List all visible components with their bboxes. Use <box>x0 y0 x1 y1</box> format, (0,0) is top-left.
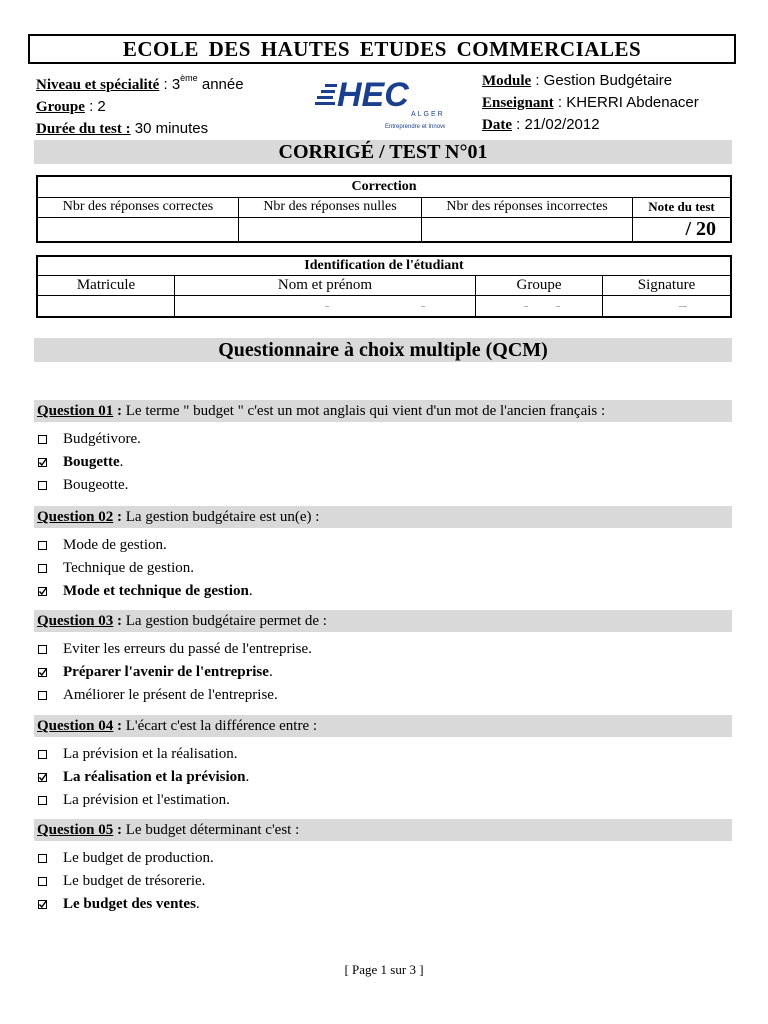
date-value: : 21/02/2012 <box>512 116 600 133</box>
question-colon: : <box>113 509 123 525</box>
niveau-sep: : 3 <box>159 76 181 93</box>
groupe-value: : 2 <box>84 98 106 115</box>
signature-cell[interactable] <box>603 295 732 317</box>
module-value: : Gestion Budgétaire <box>531 72 673 89</box>
enseignant-value: : KHERRI Abdenacer <box>553 94 699 111</box>
module-label: Module <box>482 73 532 89</box>
groupe-dots-2: .. <box>556 299 560 309</box>
option-text: Mode de gestion. <box>63 537 167 553</box>
question-label: Question 05 <box>37 822 114 838</box>
question-label: Question 03 <box>37 613 114 629</box>
question-text: Le budget déterminant c'est : <box>122 822 300 838</box>
unchecked-box-icon[interactable] <box>38 645 47 654</box>
enseignant-label: Enseignant <box>482 95 554 111</box>
unchecked-box-icon[interactable] <box>38 796 47 805</box>
question-2-header <box>34 506 732 528</box>
option-row[interactable] <box>38 639 312 659</box>
correction-table <box>36 175 732 243</box>
duree-line <box>36 118 244 140</box>
incorrect-count-cell[interactable] <box>422 217 633 242</box>
option-row[interactable] <box>38 790 230 810</box>
unchecked-box-icon[interactable] <box>38 564 47 573</box>
option-text: La prévision et la réalisation. <box>63 746 238 762</box>
option-row[interactable] <box>38 452 123 472</box>
groupe-label: Groupe <box>36 99 85 115</box>
option-row[interactable] <box>38 871 205 891</box>
option-text: Préparer l'avenir de l'entreprise <box>63 664 269 680</box>
unchecked-box-icon[interactable] <box>38 854 47 863</box>
school-title: ECOLE DES HAUTES ETUDES COMMERCIALES <box>28 34 736 64</box>
enseignant-line <box>482 92 699 114</box>
question-text: L'écart c'est la différence entre : <box>122 718 318 734</box>
option-row[interactable] <box>38 558 194 578</box>
hec-logo <box>315 70 445 134</box>
unchecked-box-icon[interactable] <box>38 691 47 700</box>
checked-box-icon[interactable] <box>38 587 47 596</box>
option-text: Le budget de trésorerie. <box>63 873 206 889</box>
duree-value: 30 minutes <box>130 120 209 137</box>
option-text: La réalisation et la prévision <box>63 769 246 785</box>
option-row[interactable] <box>38 475 128 495</box>
option-text: Eviter les erreurs du passé de l'entreprise. <box>63 641 312 657</box>
logo-tagline: Entreprendre et Innover <box>385 124 445 130</box>
logo-sub-text: ALGER <box>411 111 445 118</box>
option-text: Bougeotte. <box>63 477 129 493</box>
question-4-header <box>34 715 732 737</box>
correction-title: Correction <box>37 176 731 197</box>
groupe-line <box>36 96 244 118</box>
correction-header-correct: Nbr des réponses correctes <box>37 197 239 217</box>
ident-header-signature: Signature <box>603 275 732 295</box>
identification-title: Identification de l'étudiant <box>37 256 731 275</box>
option-period: . <box>268 664 273 680</box>
groupe-dots-1: .. <box>524 299 528 309</box>
niveau-sup: ème <box>180 73 198 83</box>
question-colon: : <box>113 822 123 838</box>
question-colon: : <box>113 613 123 629</box>
unchecked-box-icon[interactable] <box>38 435 47 444</box>
option-text: Le budget des ventes <box>63 896 196 912</box>
hec-logo-graphic <box>315 70 445 134</box>
checked-box-icon[interactable] <box>38 458 47 467</box>
option-row[interactable] <box>38 581 253 601</box>
qcm-title: Questionnaire à choix multiple (QCM) <box>34 338 732 362</box>
option-row[interactable] <box>38 535 167 555</box>
signature-dots: .... <box>679 299 687 309</box>
ident-header-matricule: Matricule <box>37 275 175 295</box>
niveau-line <box>36 70 244 96</box>
correction-header-nulles: Nbr des réponses nulles <box>239 197 422 217</box>
question-label: Question 02 <box>37 509 114 525</box>
checked-box-icon[interactable] <box>38 773 47 782</box>
nulles-count-cell[interactable] <box>239 217 422 242</box>
checked-box-icon[interactable] <box>38 668 47 677</box>
option-period: . <box>195 896 200 912</box>
option-text: Mode et technique de gestion <box>63 583 249 599</box>
correction-header-note: Note du test <box>633 197 732 217</box>
duree-label: Durée du test : <box>36 121 131 137</box>
option-period: . <box>248 583 253 599</box>
question-label: Question 04 <box>37 718 114 734</box>
note-cell[interactable]: / 20 <box>633 217 732 242</box>
matricule-cell[interactable] <box>37 295 175 317</box>
question-colon: : <box>113 718 123 734</box>
correction-header-incorrect: Nbr des réponses incorrectes <box>422 197 633 217</box>
module-line <box>482 70 699 92</box>
question-1-header <box>34 400 732 422</box>
option-text: Améliorer le présent de l'entreprise. <box>63 687 278 703</box>
option-text: Budgétivore. <box>63 431 141 447</box>
nom-cell[interactable] <box>175 295 476 317</box>
logo-main-text: HEC <box>337 76 409 114</box>
option-text: Bougette <box>63 454 120 470</box>
header-left <box>36 70 244 140</box>
question-3-header <box>34 610 732 632</box>
identification-table <box>36 255 732 318</box>
option-row[interactable] <box>38 744 238 764</box>
unchecked-box-icon[interactable] <box>38 877 47 886</box>
question-text: Le terme " budget " c'est un mot anglais qui vient d'un mot de l'ancien français : <box>122 403 606 419</box>
niveau-suffix: année <box>197 76 244 93</box>
question-label: Question 01 <box>37 403 114 419</box>
correct-count-cell[interactable] <box>37 217 239 242</box>
nom-dots-1: .. <box>325 299 329 309</box>
ident-header-groupe: Groupe <box>476 275 603 295</box>
option-text: Technique de gestion. <box>63 560 194 576</box>
checked-box-icon[interactable] <box>38 900 47 909</box>
option-row[interactable] <box>38 429 141 449</box>
nom-dots-2: .. <box>421 299 425 309</box>
question-colon: : <box>113 403 123 419</box>
question-text: La gestion budgétaire est un(e) : <box>122 509 320 525</box>
unchecked-box-icon[interactable] <box>38 541 47 550</box>
option-text: Le budget de production. <box>63 850 214 866</box>
groupe-cell[interactable] <box>476 295 603 317</box>
test-title: CORRIGÉ / TEST N°01 <box>34 140 732 164</box>
page-footer: [ Page 1 sur 3 ] <box>344 962 424 977</box>
option-text: La prévision et l'estimation. <box>63 792 230 808</box>
option-period: . <box>119 454 124 470</box>
date-line <box>482 114 699 136</box>
unchecked-box-icon[interactable] <box>38 750 47 759</box>
header-right <box>482 70 699 136</box>
option-row[interactable] <box>38 848 214 868</box>
option-row[interactable] <box>38 767 249 787</box>
question-5-header <box>34 819 732 841</box>
option-row[interactable] <box>38 685 278 705</box>
option-period: . <box>245 769 250 785</box>
niveau-label: Niveau et spécialité <box>36 77 160 93</box>
question-text: La gestion budgétaire permet de : <box>122 613 327 629</box>
unchecked-box-icon[interactable] <box>38 481 47 490</box>
option-row[interactable] <box>38 662 273 682</box>
option-row[interactable] <box>38 894 200 914</box>
date-label: Date <box>482 117 512 133</box>
ident-header-nom: Nom et prénom <box>175 275 476 295</box>
